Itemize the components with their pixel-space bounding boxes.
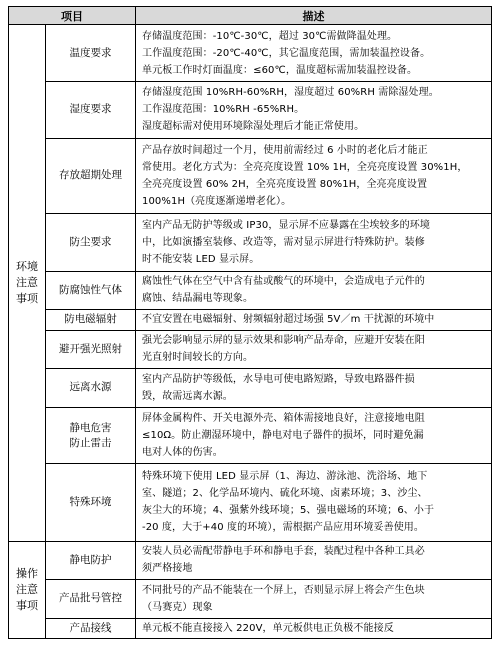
desc-special-env <box>136 464 492 541</box>
desc-line: 不宜安置在电磁辐射、射频辐射超过场强 5V／m 干扰源的环境中 <box>142 314 435 326</box>
desc-line: 腐蚀、结晶漏电等现象。 <box>142 293 254 305</box>
table-row <box>9 407 492 464</box>
category-operation <box>9 541 46 638</box>
desc-line: 腐蚀性气体在空气中含有盐或酸气的环境中，会造成电子元件的 <box>142 276 425 288</box>
item-storage-overdue: 存放超期处理 <box>46 138 136 213</box>
item-water: 远离水源 <box>46 369 136 408</box>
table-row <box>9 271 492 310</box>
desc-line: 毁，故需远离水源。 <box>142 390 233 402</box>
item-static-line1: 静电危害 <box>69 421 112 434</box>
table-row <box>9 580 492 619</box>
table-row <box>9 310 492 330</box>
desc-line: ≤10Ω。防止潮湿环境中，静电对电子器件的损坏，同时避免漏 <box>142 430 424 442</box>
item-dustproof: 防尘要求 <box>46 213 136 271</box>
desc-line: 100%1H（亮度逐渐递增老化）。 <box>142 195 292 207</box>
desc-line: 湿度超标需对使用环境除湿处理后才能正常使用。 <box>142 121 365 133</box>
desc-line: 时不能安装 LED 显示屏。 <box>142 253 260 265</box>
table-row <box>9 25 492 82</box>
item-special-env: 特殊环境 <box>46 464 136 541</box>
desc-line: 室内产品无防护等级或 IP30，显示屏不应暴露在尘埃较多的环境 <box>142 219 430 231</box>
desc-line: 光直射时间较长的方向。 <box>142 352 254 364</box>
desc-line: 安装人员必需配带静电手环和静电手套，装配过程中各种工具必 <box>142 546 425 558</box>
item-strong-light: 避开强光照射 <box>46 330 136 369</box>
desc-line: 工作温度范围：-20℃-40℃，其它温度范围，需加装温控设备。 <box>142 47 431 59</box>
desc-line: 室、隧道；2、化学品环境内、硫化环境、卤素环境；3、沙尘、 <box>142 488 428 500</box>
desc-line: 须严格接地 <box>142 563 193 575</box>
desc-humidity <box>136 82 492 139</box>
item-static-lightning <box>46 407 136 464</box>
desc-line: 单元板不能直接接入 220V，单元板供电正负极不能接反 <box>142 622 394 634</box>
item-emr: 防电磁辐射 <box>46 310 136 330</box>
desc-line: 灰尘大的环境；4、强紫外线环境；5、强电磁场的环境；6、小于 <box>142 505 435 517</box>
desc-emr <box>136 310 492 330</box>
desc-line: 电对人体的伤害。 <box>142 447 223 459</box>
notes-table <box>8 6 491 639</box>
item-wiring: 产品接线 <box>46 618 136 638</box>
desc-line: 全亮亮度设置 60% 2H，全亮亮度设置 80%1H，全亮亮度设置 <box>142 178 428 190</box>
category-environment-label: 环境注意事项 <box>16 259 38 305</box>
item-static-line2: 防止雷击 <box>69 436 112 449</box>
desc-wiring <box>136 618 492 638</box>
desc-dustproof <box>136 213 492 271</box>
desc-batch-control <box>136 580 492 619</box>
table-row <box>9 138 492 213</box>
table-header-row <box>9 7 492 25</box>
category-environment <box>9 25 46 541</box>
header-description: 描述 <box>136 7 492 25</box>
desc-line: 存储温度范围：-10℃-30℃，超过 30℃需做降温处理。 <box>142 30 398 42</box>
desc-line: 中，比如演播室装修、改造等，需对显示屏进行特殊防护。装修 <box>142 236 425 248</box>
table-row <box>9 618 492 638</box>
desc-strong-light <box>136 330 492 369</box>
item-temperature: 温度要求 <box>46 25 136 82</box>
desc-line: 室内产品防护等级低，水导电可使电路短路，导致电路器件损 <box>142 373 415 385</box>
desc-water <box>136 369 492 408</box>
item-batch-control: 产品批号管控 <box>46 580 136 619</box>
item-corrosive-gas: 防腐蚀性气体 <box>46 271 136 310</box>
desc-line: -20 度，大于+40 度的环境），需根据产品应用环境妥善使用。 <box>142 522 424 534</box>
desc-line: 工作湿度范围：10%RH -65%RH。 <box>142 104 305 116</box>
desc-line: 常使用。老化方式为：全亮亮度设置 10% 1H，全亮亮度设置 30%1H， <box>142 161 468 173</box>
table-row <box>9 82 492 139</box>
item-humidity: 湿度要求 <box>46 82 136 139</box>
desc-line: 强光会影响显示屏的显示效果和影响产品寿命，应避开安装在阳 <box>142 335 425 347</box>
table-row <box>9 213 492 271</box>
item-esd: 静电防护 <box>46 541 136 580</box>
header-item: 项目 <box>9 7 136 25</box>
desc-line: 特殊环境下使用 LED 显示屏（1、海边、游泳池、洗浴场、地下 <box>142 471 428 483</box>
table-row <box>9 541 492 580</box>
table-row <box>9 464 492 541</box>
desc-static-lightning <box>136 407 492 464</box>
desc-line: 存储湿度范围 10%RH-60%RH，湿度超过 60%RH 需除湿处理。 <box>142 87 439 99</box>
desc-temperature <box>136 25 492 82</box>
desc-storage-overdue <box>136 138 492 213</box>
desc-esd <box>136 541 492 580</box>
table-row <box>9 330 492 369</box>
desc-line: 不同批号的产品不能装在一个屏上，否则显示屏上将会产生色块 <box>142 584 425 596</box>
desc-line: 产品存放时间超过一个月，使用前需经过 6 小时的老化后才能正 <box>142 144 428 156</box>
desc-line: （马赛克）现象 <box>142 601 213 613</box>
category-operation-label: 操作注意事项 <box>16 566 38 612</box>
desc-corrosive-gas <box>136 271 492 310</box>
desc-line: 屏体金属构件、开关电源外壳、箱体需接地良好，注意接地电阻 <box>142 413 425 425</box>
table-row <box>9 369 492 408</box>
desc-line: 单元板工作时灯面温度：≤60℃，温度超标需加装温控设备。 <box>142 64 418 76</box>
